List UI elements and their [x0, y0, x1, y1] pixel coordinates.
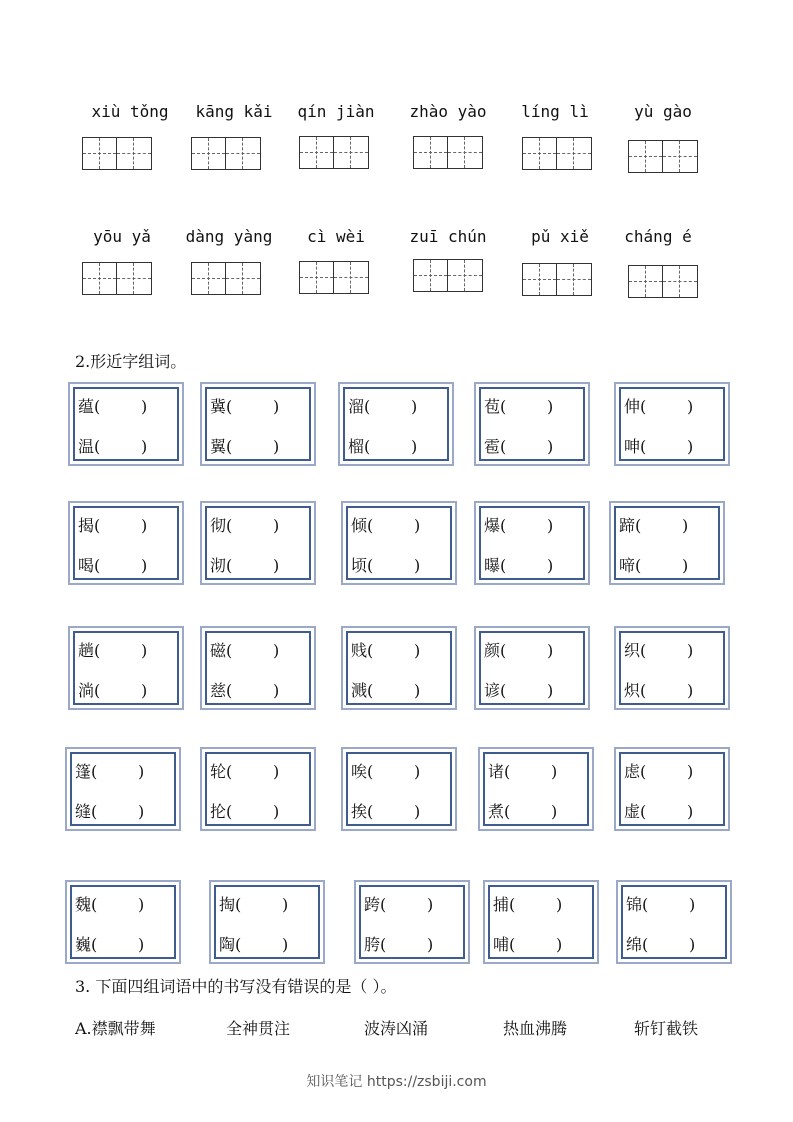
answer-blank[interactable]: ( ) — [226, 641, 280, 660]
char-word-row[interactable] — [75, 892, 144, 915]
char-pair-box — [68, 626, 184, 710]
answer-blank[interactable]: ( ) — [640, 641, 694, 660]
char-word-row[interactable] — [488, 799, 557, 822]
char-glyph: 篷 — [75, 762, 92, 781]
char-glyph: 虑 — [624, 762, 641, 781]
answer-blank[interactable]: ( ) — [367, 802, 421, 821]
answer-blank[interactable]: ( ) — [364, 437, 418, 456]
char-pair-box — [478, 747, 594, 831]
answer-blank[interactable]: ( ) — [500, 681, 554, 700]
answer-blank[interactable]: ( ) — [226, 762, 280, 781]
char-word-row[interactable] — [484, 513, 553, 536]
char-glyph: 趟 — [78, 641, 95, 660]
option-5[interactable]: 斩钉截铁 — [634, 1019, 699, 1038]
char-glyph: 慈 — [210, 681, 227, 700]
char-word-row[interactable] — [493, 932, 562, 955]
char-word-row[interactable] — [624, 434, 693, 457]
char-word-row[interactable] — [219, 932, 288, 955]
char-word-row[interactable] — [210, 799, 279, 822]
pinyin-label: dàng yàng — [185, 227, 273, 246]
char-pair-box — [341, 747, 457, 831]
answer-blank[interactable]: ( ) — [94, 516, 148, 535]
answer-blank[interactable]: ( ) — [500, 397, 554, 416]
char-word-row[interactable] — [626, 932, 695, 955]
option-1[interactable]: A.襟飘带舞 — [75, 1019, 156, 1038]
char-glyph: 巍 — [75, 935, 92, 954]
answer-blank[interactable]: ( ) — [380, 895, 434, 914]
answer-blank[interactable]: ( ) — [235, 935, 289, 954]
char-pair-box — [65, 747, 181, 831]
char-glyph: 爆 — [484, 516, 501, 535]
char-word-row[interactable] — [484, 553, 553, 576]
answer-blank[interactable]: ( ) — [642, 895, 696, 914]
char-word-row[interactable] — [219, 892, 288, 915]
option-4[interactable]: 热血沸腾 — [503, 1019, 568, 1038]
char-glyph: 冀 — [210, 397, 227, 416]
char-word-row[interactable] — [351, 638, 420, 661]
char-word-row[interactable] — [75, 932, 144, 955]
char-pair-box — [209, 880, 325, 964]
char-glyph: 跨 — [364, 895, 381, 914]
answer-blank[interactable]: ( ) — [94, 641, 148, 660]
char-word-row[interactable] — [78, 638, 147, 661]
char-word-row[interactable] — [351, 513, 420, 536]
char-glyph: 缝 — [75, 802, 92, 821]
char-pair-box — [614, 382, 730, 466]
char-glyph: 谚 — [484, 681, 501, 700]
char-word-row[interactable] — [210, 394, 279, 417]
tianzi-grid[interactable] — [191, 262, 261, 295]
char-glyph: 喝 — [78, 556, 95, 575]
answer-blank[interactable]: ( ) — [94, 437, 148, 456]
char-word-row[interactable] — [624, 678, 693, 701]
char-pair-box — [200, 747, 316, 831]
pinyin-label: zuī chún — [409, 227, 487, 246]
char-pair-box — [200, 382, 316, 466]
tianzi-grid[interactable] — [413, 259, 483, 292]
tianzi-grid[interactable] — [413, 136, 483, 169]
footer-watermark: 知识笔记 https://zsbiji.com — [306, 1074, 487, 1090]
answer-blank[interactable]: ( ) — [226, 397, 280, 416]
char-word-row[interactable] — [364, 892, 433, 915]
char-glyph: 磁 — [210, 641, 227, 660]
char-word-row[interactable] — [624, 638, 693, 661]
answer-blank[interactable]: ( ) — [509, 935, 563, 954]
answer-blank[interactable]: ( ) — [635, 516, 689, 535]
char-word-row[interactable] — [624, 799, 693, 822]
char-word-row[interactable] — [364, 932, 433, 955]
char-glyph: 轮 — [210, 762, 227, 781]
char-word-row[interactable] — [488, 759, 557, 782]
char-pair-box — [341, 626, 457, 710]
char-word-row[interactable] — [484, 394, 553, 417]
char-glyph: 颜 — [484, 641, 501, 660]
char-glyph: 织 — [624, 641, 641, 660]
char-pair-box — [483, 880, 599, 964]
char-glyph: 雹 — [484, 437, 501, 456]
char-word-row[interactable] — [619, 513, 688, 536]
char-glyph: 呻 — [624, 437, 641, 456]
char-pair-box — [338, 382, 454, 466]
char-word-row[interactable] — [493, 892, 562, 915]
char-glyph: 蕴 — [78, 397, 95, 416]
char-glyph: 倾 — [351, 516, 368, 535]
answer-blank[interactable]: ( ) — [642, 935, 696, 954]
answer-blank[interactable]: ( ) — [94, 556, 148, 575]
answer-blank[interactable]: ( ) — [364, 397, 418, 416]
section-3-question: 3. 下面四组词语中的书写没有错误的是（ ）。 — [75, 977, 397, 996]
answer-blank[interactable]: ( ) — [500, 556, 554, 575]
char-glyph: 沏 — [210, 556, 227, 575]
answer-blank[interactable]: ( ) — [367, 556, 421, 575]
tianzi-grid[interactable] — [82, 137, 152, 170]
char-glyph: 啼 — [619, 556, 636, 575]
tianzi-grid[interactable] — [299, 261, 369, 294]
answer-blank[interactable]: ( ) — [226, 556, 280, 575]
char-word-row[interactable] — [624, 394, 693, 417]
answer-blank[interactable]: ( ) — [367, 516, 421, 535]
option-2[interactable]: 全神贯注 — [226, 1019, 291, 1038]
section-2-title: 2.形近字组词。 — [75, 352, 187, 371]
char-word-row[interactable] — [626, 892, 695, 915]
pinyin-label: xiù tǒng — [91, 102, 169, 121]
tianzi-grid[interactable] — [82, 262, 152, 295]
answer-blank[interactable]: ( ) — [500, 516, 554, 535]
char-pair-box — [474, 501, 590, 585]
answer-blank[interactable]: ( ) — [226, 802, 280, 821]
tianzi-grid[interactable] — [299, 136, 369, 169]
char-glyph: 魏 — [75, 895, 92, 914]
char-glyph: 唉 — [351, 762, 368, 781]
char-pair-box — [68, 501, 184, 585]
char-glyph: 伸 — [624, 397, 641, 416]
char-word-row[interactable] — [484, 638, 553, 661]
char-glyph: 溜 — [348, 397, 365, 416]
char-word-row[interactable] — [348, 434, 417, 457]
char-pair-box — [474, 382, 590, 466]
answer-blank[interactable]: ( ) — [500, 641, 554, 660]
char-word-row[interactable] — [75, 799, 144, 822]
char-glyph: 胯 — [364, 935, 381, 954]
char-glyph: 苞 — [484, 397, 501, 416]
char-word-row[interactable] — [351, 553, 420, 576]
char-word-row[interactable] — [210, 513, 279, 536]
answer-blank[interactable]: ( ) — [380, 935, 434, 954]
char-glyph: 溅 — [351, 681, 368, 700]
char-glyph: 煮 — [488, 802, 505, 821]
answer-blank[interactable]: ( ) — [91, 935, 145, 954]
char-word-row[interactable] — [619, 553, 688, 576]
char-pair-box — [614, 747, 730, 831]
pinyin-label: pǔ xiě — [531, 227, 589, 246]
answer-blank[interactable]: ( ) — [640, 437, 694, 456]
answer-blank[interactable]: ( ) — [226, 437, 280, 456]
answer-blank[interactable]: ( ) — [367, 681, 421, 700]
option-3[interactable]: 波涛凶涌 — [364, 1019, 429, 1038]
char-glyph: 抡 — [210, 802, 227, 821]
char-glyph: 诸 — [488, 762, 505, 781]
answer-blank[interactable]: ( ) — [504, 802, 558, 821]
char-word-row[interactable] — [75, 759, 144, 782]
pinyin-label: qín jiàn — [297, 102, 375, 121]
answer-blank[interactable]: ( ) — [635, 556, 689, 575]
pinyin-label: líng lì — [521, 102, 589, 121]
answer-blank[interactable]: ( ) — [640, 802, 694, 821]
char-word-row[interactable] — [210, 638, 279, 661]
pinyin-label: yù gào — [634, 102, 692, 121]
tianzi-grid[interactable] — [628, 140, 698, 173]
char-glyph: 捕 — [493, 895, 510, 914]
tianzi-grid[interactable] — [628, 265, 698, 298]
char-word-row[interactable] — [78, 434, 147, 457]
char-pair-box — [200, 501, 316, 585]
char-pair-box — [65, 880, 181, 964]
char-glyph: 榴 — [348, 437, 365, 456]
answer-blank[interactable]: ( ) — [367, 641, 421, 660]
char-word-row[interactable] — [210, 759, 279, 782]
pinyin-label: yōu yǎ — [93, 227, 151, 246]
pinyin-label: cháng é — [624, 227, 692, 246]
char-glyph: 揭 — [78, 516, 95, 535]
char-pair-box — [474, 626, 590, 710]
answer-blank[interactable]: ( ) — [94, 681, 148, 700]
char-word-row[interactable] — [210, 678, 279, 701]
pinyin-label: zhào yào — [409, 102, 487, 121]
char-word-row[interactable] — [78, 394, 147, 417]
char-glyph: 彻 — [210, 516, 227, 535]
char-word-row[interactable] — [624, 759, 693, 782]
tianzi-grid[interactable] — [522, 137, 592, 170]
answer-blank[interactable]: ( ) — [91, 802, 145, 821]
answer-blank[interactable]: ( ) — [235, 895, 289, 914]
char-word-row[interactable] — [484, 678, 553, 701]
char-glyph: 锦 — [626, 895, 643, 914]
char-glyph: 哺 — [493, 935, 510, 954]
char-glyph: 炽 — [624, 681, 641, 700]
char-word-row[interactable] — [351, 759, 420, 782]
char-glyph: 掏 — [219, 895, 236, 914]
answer-blank[interactable]: ( ) — [509, 895, 563, 914]
char-glyph: 曝 — [484, 556, 501, 575]
char-word-row[interactable] — [78, 553, 147, 576]
pinyin-label: kāng kǎi — [195, 102, 273, 121]
char-pair-box — [614, 626, 730, 710]
char-pair-box — [68, 382, 184, 466]
answer-blank[interactable]: ( ) — [640, 681, 694, 700]
pinyin-label: cì wèi — [307, 227, 365, 246]
answer-blank[interactable]: ( ) — [226, 516, 280, 535]
char-word-row[interactable] — [78, 513, 147, 536]
tianzi-grid[interactable] — [191, 137, 261, 170]
char-pair-box — [200, 626, 316, 710]
answer-blank[interactable]: ( ) — [640, 397, 694, 416]
char-glyph: 顷 — [351, 556, 368, 575]
char-word-row[interactable] — [351, 799, 420, 822]
char-pair-box — [341, 501, 457, 585]
answer-blank[interactable]: ( ) — [226, 681, 280, 700]
char-word-row[interactable] — [78, 678, 147, 701]
char-glyph: 挨 — [351, 802, 368, 821]
char-word-row[interactable] — [210, 434, 279, 457]
char-pair-box — [616, 880, 732, 964]
char-word-row[interactable] — [484, 434, 553, 457]
char-word-row[interactable] — [348, 394, 417, 417]
char-pair-box — [609, 501, 725, 585]
answer-blank[interactable]: ( ) — [91, 762, 145, 781]
answer-blank[interactable]: ( ) — [91, 895, 145, 914]
char-glyph: 贱 — [351, 641, 368, 660]
char-glyph: 蹄 — [619, 516, 636, 535]
char-glyph: 温 — [78, 437, 95, 456]
answer-blank[interactable]: ( ) — [504, 762, 558, 781]
char-word-row[interactable] — [210, 553, 279, 576]
char-glyph: 绵 — [626, 935, 643, 954]
answer-blank[interactable]: ( ) — [367, 762, 421, 781]
char-glyph: 陶 — [219, 935, 236, 954]
char-glyph: 淌 — [78, 681, 95, 700]
answer-blank[interactable]: ( ) — [640, 762, 694, 781]
char-glyph: 翼 — [210, 437, 227, 456]
answer-blank[interactable]: ( ) — [94, 397, 148, 416]
tianzi-grid[interactable] — [522, 263, 592, 296]
char-pair-box — [354, 880, 470, 964]
char-word-row[interactable] — [351, 678, 420, 701]
char-glyph: 虚 — [624, 802, 641, 821]
answer-blank[interactable]: ( ) — [500, 437, 554, 456]
